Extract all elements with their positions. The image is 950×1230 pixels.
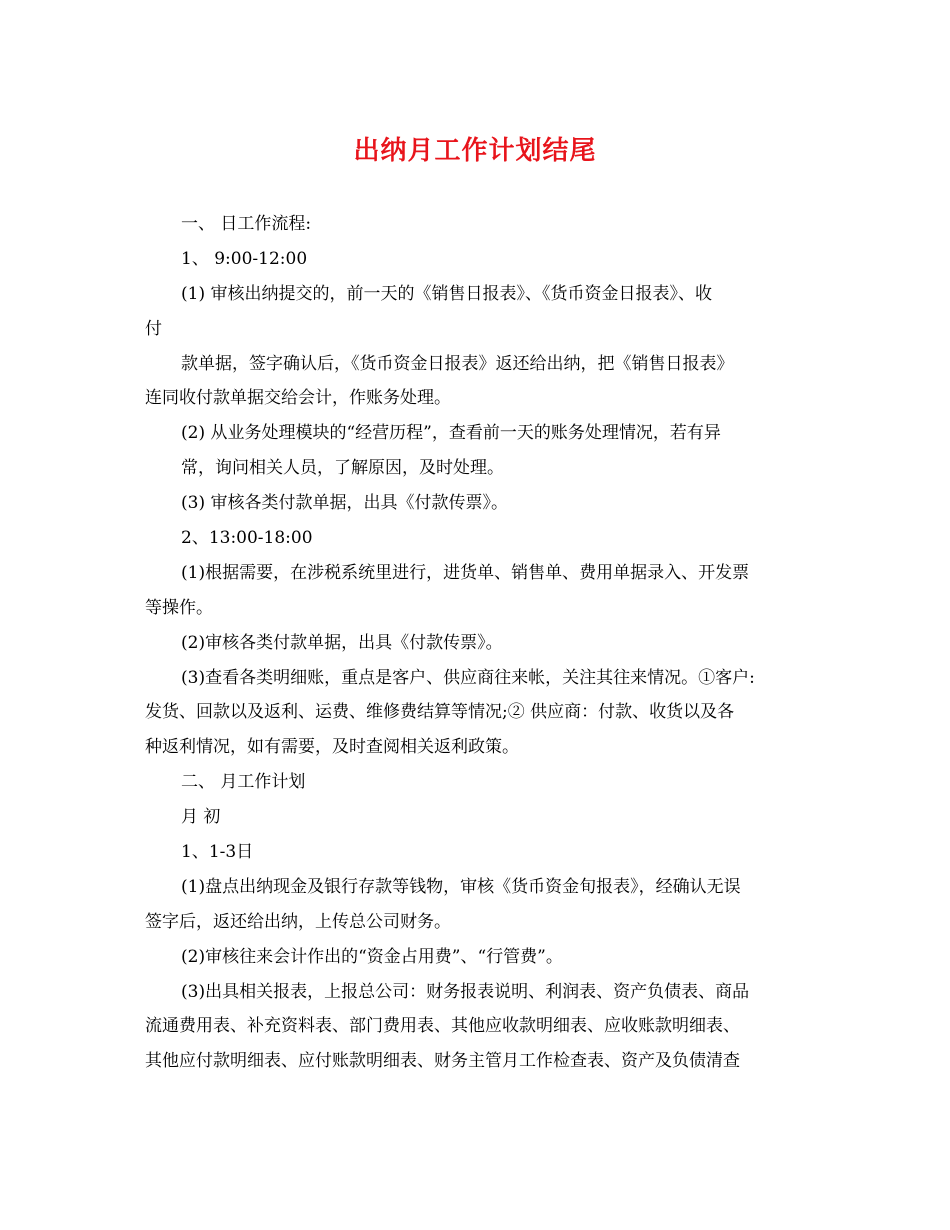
text-line: (3) 审核各类付款单据，出具《付款传票》。 <box>181 493 508 514</box>
text-line: 付 <box>145 318 162 339</box>
text-line: (2) 从业务处理模块的“经营历程”，查看前一天的账务处理情况，若有异 <box>181 423 721 444</box>
text-line: 种返利情况，如有需要，及时查阅相关返利政策。 <box>145 737 519 758</box>
document-title: 出纳月工作计划结尾 <box>353 136 597 166</box>
text-line: (1)根据需要，在涉税系统里进行，进货单、销售单、费用单据录入、开发票 <box>181 562 750 583</box>
document-body <box>145 207 825 1079</box>
text-line: (2)审核各类付款单据，出具《付款传票》。 <box>181 632 503 653</box>
text-line: 等操作。 <box>145 597 213 618</box>
text-line: 发货、回款以及返利、运费、维修费结算等情况;② 供应商：付款、收货以及各 <box>145 702 735 723</box>
text-line: (1) 审核出纳提交的，前一天的《销售日报表》、《货币资金日报表》、收 <box>181 283 712 304</box>
text-line: (2)审核往来会计作出的“资金占用费”、“行管费”。 <box>181 946 563 967</box>
text-line: 常，询问相关人员，了解原因，及时处理。 <box>181 458 504 479</box>
text-line: 签字后，返还给出纳，上传总公司财务。 <box>145 911 451 932</box>
text-line: 流通费用表、补充资料表、部门费用表、其他应收款明细表、应收账款明细表、 <box>145 1016 740 1037</box>
text-line: (3)出具相关报表，上报总公司：财务报表说明、利润表、资产负债表、商品 <box>181 981 750 1002</box>
text-line: 1、 9:00-12:00 <box>181 248 308 269</box>
text-line: 2、13:00-18:00 <box>181 528 313 549</box>
text-line: 月 初 <box>181 807 221 828</box>
text-line: (1)盘点出纳现金及银行存款等钱物，审核《货币资金旬报表》，经确认无误 <box>181 876 741 897</box>
text-line: 连同收付款单据交给会计，作账务处理。 <box>145 388 451 409</box>
text-line: 一、 日工作流程: <box>181 214 312 234</box>
text-line: 二、 月工作计划 <box>181 772 306 793</box>
text-line: 其他应付款明细表、应付账款明细表、财务主管月工作检查表、资产及负债清查 <box>145 1051 740 1072</box>
text-line: (3)查看各类明细账，重点是客户、供应商往来帐，关注其往来情况。①客户: <box>181 667 755 688</box>
text-line: 1、1-3日 <box>181 842 254 863</box>
text-line: 款单据，签字确认后，《货币资金日报表》返还给出纳，把《销售日报表》 <box>181 353 734 374</box>
